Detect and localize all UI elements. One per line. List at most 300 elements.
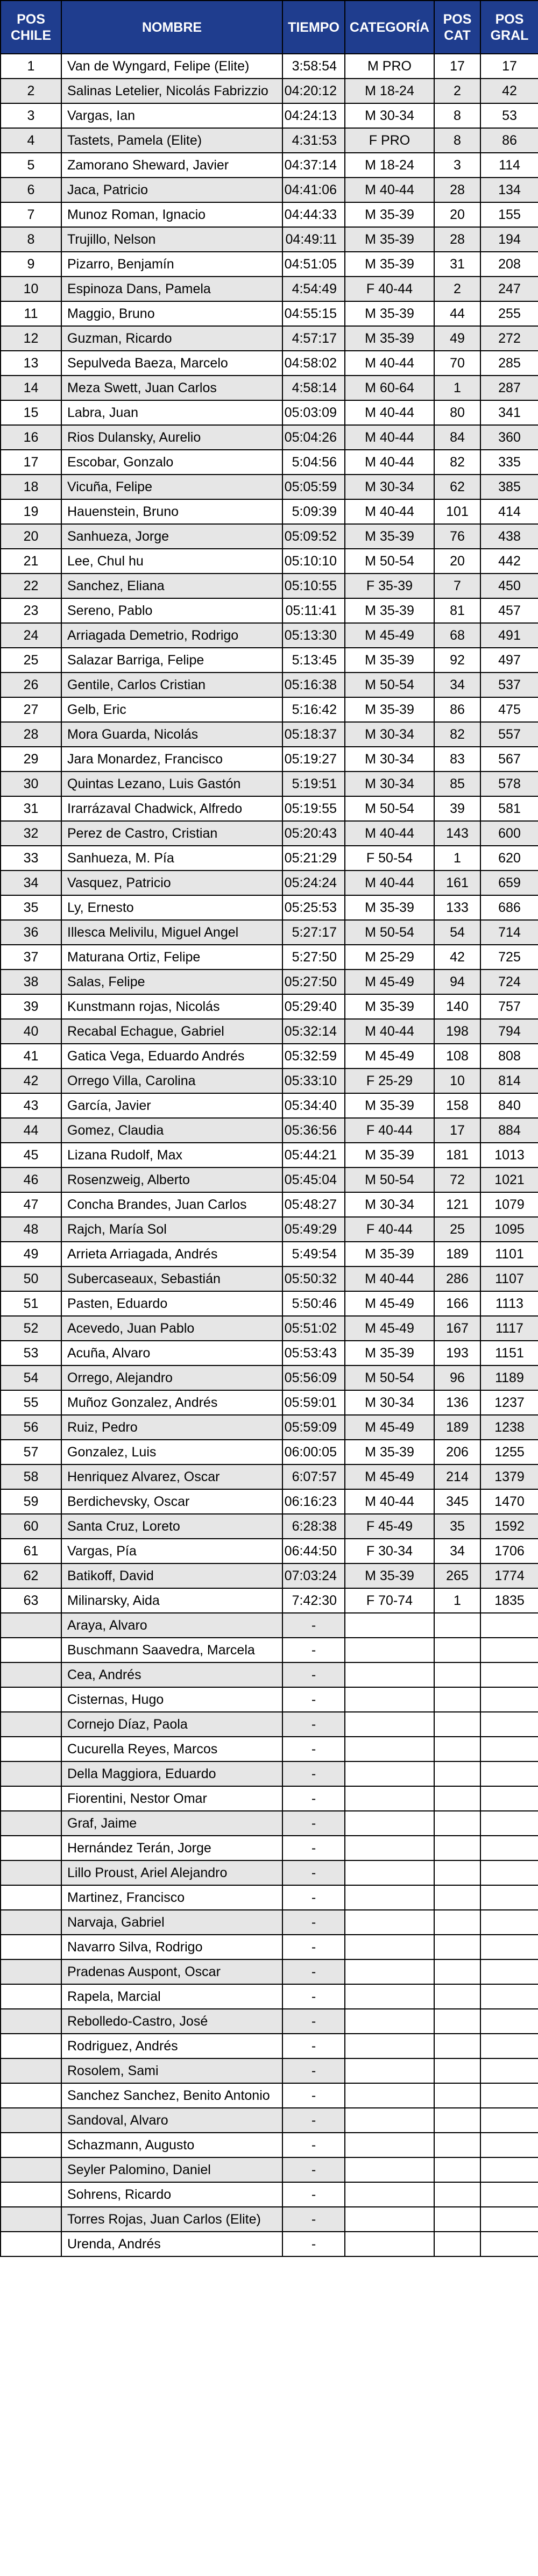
cell-pos-gral: 567 <box>480 747 538 772</box>
cell-pos-cat <box>434 2182 480 2207</box>
cell-categoria: F PRO <box>345 128 434 153</box>
cell-nombre: Fiorentini, Nestor Omar <box>61 1786 282 1811</box>
table-row <box>1 277 538 301</box>
cell-categoria: M 50-54 <box>345 920 434 945</box>
cell-nombre: Labra, Juan <box>61 400 282 425</box>
table-row <box>1 1291 538 1316</box>
table-row <box>1 871 538 895</box>
cell-pos-chile <box>1 2182 61 2207</box>
cell-pos-chile <box>1 2034 61 2058</box>
table-row <box>1 1786 538 1811</box>
cell-nombre: Martinez, Francisco <box>61 1885 282 1910</box>
cell-pos-gral: 725 <box>480 945 538 969</box>
cell-nombre: Ruiz, Pedro <box>61 1415 282 1440</box>
cell-pos-gral: 1079 <box>480 1192 538 1217</box>
cell-pos-gral <box>480 1761 538 1786</box>
cell-nombre: Muñoz Gonzalez, Andrés <box>61 1390 282 1415</box>
table-row <box>1 1638 538 1662</box>
cell-nombre: Sohrens, Ricardo <box>61 2182 282 2207</box>
cell-tiempo: 5:16:42 <box>282 697 345 722</box>
cell-pos-cat: 82 <box>434 450 480 475</box>
cell-nombre: Narvaja, Gabriel <box>61 1910 282 1935</box>
cell-categoria <box>345 2108 434 2133</box>
cell-pos-cat: 2 <box>434 277 480 301</box>
cell-pos-chile: 23 <box>1 598 61 623</box>
cell-tiempo: 5:09:39 <box>282 499 345 524</box>
cell-pos-chile: 43 <box>1 1093 61 1118</box>
cell-nombre: Lizana Rudolf, Max <box>61 1143 282 1167</box>
cell-pos-cat <box>434 1737 480 1761</box>
cell-pos-gral <box>480 1860 538 1885</box>
cell-tiempo: 05:44:21 <box>282 1143 345 1167</box>
cell-tiempo: - <box>282 1638 345 1662</box>
cell-pos-chile <box>1 1662 61 1687</box>
cell-categoria: M 35-39 <box>345 1093 434 1118</box>
cell-pos-gral <box>480 1638 538 1662</box>
cell-pos-gral: 134 <box>480 178 538 202</box>
cell-pos-chile: 21 <box>1 549 61 574</box>
table-row <box>1 227 538 252</box>
cell-tiempo: 05:33:10 <box>282 1068 345 1093</box>
table-row <box>1 376 538 400</box>
cell-pos-gral: 385 <box>480 475 538 499</box>
cell-tiempo: - <box>282 2108 345 2133</box>
cell-pos-gral: 1013 <box>480 1143 538 1167</box>
cell-tiempo: 04:49:11 <box>282 227 345 252</box>
cell-pos-gral <box>480 2058 538 2083</box>
cell-tiempo: 3:58:54 <box>282 54 345 79</box>
cell-pos-chile: 17 <box>1 450 61 475</box>
table-row <box>1 1390 538 1415</box>
cell-nombre: Hauenstein, Bruno <box>61 499 282 524</box>
cell-pos-chile: 16 <box>1 425 61 450</box>
table-row <box>1 2108 538 2133</box>
cell-pos-gral <box>480 1737 538 1761</box>
cell-pos-gral: 335 <box>480 450 538 475</box>
cell-pos-chile <box>1 1737 61 1761</box>
cell-categoria: F 40-44 <box>345 1118 434 1143</box>
cell-nombre: Vargas, Pía <box>61 1539 282 1563</box>
cell-nombre: Pradenas Auspont, Oscar <box>61 1959 282 1984</box>
cell-pos-chile: 13 <box>1 351 61 376</box>
cell-pos-gral <box>480 1613 538 1638</box>
cell-categoria: M 35-39 <box>345 1143 434 1167</box>
cell-tiempo: - <box>282 1737 345 1761</box>
cell-categoria: M 40-44 <box>345 450 434 475</box>
table-row <box>1 1885 538 1910</box>
cell-tiempo: 05:13:30 <box>282 623 345 648</box>
cell-pos-cat <box>434 2108 480 2133</box>
table-row <box>1 1489 538 1514</box>
cell-nombre: Munoz Roman, Ignacio <box>61 202 282 227</box>
cell-pos-cat: 85 <box>434 772 480 796</box>
cell-pos-cat <box>434 1613 480 1638</box>
table-row <box>1 153 538 178</box>
table-row <box>1 1836 538 1860</box>
cell-pos-gral: 475 <box>480 697 538 722</box>
cell-pos-cat <box>434 2133 480 2157</box>
cell-tiempo: 7:42:30 <box>282 1588 345 1613</box>
cell-categoria <box>345 1613 434 1638</box>
cell-pos-cat: 82 <box>434 722 480 747</box>
cell-tiempo: 05:20:43 <box>282 821 345 846</box>
cell-tiempo: 05:09:52 <box>282 524 345 549</box>
cell-pos-gral: 414 <box>480 499 538 524</box>
cell-categoria: M 45-49 <box>345 1415 434 1440</box>
cell-pos-chile: 9 <box>1 252 61 277</box>
cell-tiempo: - <box>282 2207 345 2232</box>
cell-nombre: Lillo Proust, Ariel Alejandro <box>61 1860 282 1885</box>
cell-pos-chile: 38 <box>1 969 61 994</box>
cell-pos-gral: 1774 <box>480 1563 538 1588</box>
cell-tiempo: 04:20:12 <box>282 79 345 103</box>
cell-pos-gral: 557 <box>480 722 538 747</box>
cell-pos-gral: 1379 <box>480 1464 538 1489</box>
cell-pos-cat: 167 <box>434 1316 480 1341</box>
cell-pos-gral: 814 <box>480 1068 538 1093</box>
cell-nombre: Acevedo, Juan Pablo <box>61 1316 282 1341</box>
cell-nombre: Kunstmann rojas, Nicolás <box>61 994 282 1019</box>
cell-pos-chile <box>1 1860 61 1885</box>
table-row <box>1 202 538 227</box>
cell-categoria: M 35-39 <box>345 994 434 1019</box>
table-row <box>1 1910 538 1935</box>
header-pos-chile-line2: CHILE <box>11 27 51 43</box>
table-row <box>1 1118 538 1143</box>
cell-nombre: Graf, Jaime <box>61 1811 282 1836</box>
cell-tiempo: 05:59:09 <box>282 1415 345 1440</box>
cell-categoria: M 50-54 <box>345 1365 434 1390</box>
cell-tiempo: 4:58:14 <box>282 376 345 400</box>
cell-nombre: Arriagada Demetrio, Rodrigo <box>61 623 282 648</box>
cell-categoria <box>345 2207 434 2232</box>
cell-pos-gral: 1592 <box>480 1514 538 1539</box>
cell-categoria: M 40-44 <box>345 400 434 425</box>
cell-pos-chile <box>1 1811 61 1836</box>
cell-tiempo: 06:00:05 <box>282 1440 345 1464</box>
cell-pos-gral <box>480 1959 538 1984</box>
cell-pos-chile: 35 <box>1 895 61 920</box>
table-row <box>1 301 538 326</box>
cell-categoria: M 35-39 <box>345 1563 434 1588</box>
cell-nombre: Araya, Alvaro <box>61 1613 282 1638</box>
cell-pos-gral: 360 <box>480 425 538 450</box>
table-row <box>1 1959 538 1984</box>
cell-tiempo: 4:57:17 <box>282 326 345 351</box>
cell-pos-cat: 68 <box>434 623 480 648</box>
cell-pos-cat: 92 <box>434 648 480 673</box>
cell-pos-cat <box>434 1811 480 1836</box>
cell-pos-gral: 659 <box>480 871 538 895</box>
cell-tiempo: - <box>282 2009 345 2034</box>
cell-categoria: M 35-39 <box>345 326 434 351</box>
cell-tiempo: 5:27:50 <box>282 945 345 969</box>
cell-tiempo: 04:51:05 <box>282 252 345 277</box>
cell-categoria: F 25-29 <box>345 1068 434 1093</box>
cell-tiempo: 05:59:01 <box>282 1390 345 1415</box>
cell-nombre: Tastets, Pamela (Elite) <box>61 128 282 153</box>
cell-nombre: Rajch, María Sol <box>61 1217 282 1242</box>
cell-categoria: M 35-39 <box>345 524 434 549</box>
cell-pos-chile: 27 <box>1 697 61 722</box>
cell-pos-cat: 265 <box>434 1563 480 1588</box>
header-pos-gral <box>480 1 538 54</box>
cell-categoria: M 40-44 <box>345 1019 434 1044</box>
cell-tiempo: 05:18:37 <box>282 722 345 747</box>
cell-categoria: F 30-34 <box>345 1539 434 1563</box>
cell-pos-chile: 6 <box>1 178 61 202</box>
cell-categoria: M 35-39 <box>345 697 434 722</box>
cell-nombre: Arrieta Arriagada, Andrés <box>61 1242 282 1266</box>
table-row <box>1 969 538 994</box>
cell-nombre: Acuña, Alvaro <box>61 1341 282 1365</box>
cell-tiempo: 04:58:02 <box>282 351 345 376</box>
cell-categoria <box>345 1935 434 1959</box>
cell-pos-chile: 15 <box>1 400 61 425</box>
cell-pos-chile: 61 <box>1 1539 61 1563</box>
cell-pos-cat: 54 <box>434 920 480 945</box>
cell-pos-gral <box>480 2182 538 2207</box>
cell-pos-cat <box>434 1761 480 1786</box>
cell-pos-gral: 53 <box>480 103 538 128</box>
table-row <box>1 425 538 450</box>
cell-pos-chile: 39 <box>1 994 61 1019</box>
cell-tiempo: - <box>282 1786 345 1811</box>
cell-pos-chile <box>1 1959 61 1984</box>
table-row <box>1 128 538 153</box>
cell-pos-chile: 1 <box>1 54 61 79</box>
cell-tiempo: 05:27:50 <box>282 969 345 994</box>
cell-pos-cat <box>434 2058 480 2083</box>
cell-nombre: Sanhueza, Jorge <box>61 524 282 549</box>
cell-categoria: F 50-54 <box>345 846 434 871</box>
cell-categoria: M PRO <box>345 54 434 79</box>
cell-categoria <box>345 1836 434 1860</box>
cell-pos-cat: 96 <box>434 1365 480 1390</box>
table-row <box>1 722 538 747</box>
table-row <box>1 1588 538 1613</box>
cell-nombre: Sanchez Sanchez, Benito Antonio <box>61 2083 282 2108</box>
table-row <box>1 1143 538 1167</box>
cell-pos-chile: 12 <box>1 326 61 351</box>
cell-categoria <box>345 1712 434 1737</box>
cell-pos-chile: 14 <box>1 376 61 400</box>
cell-tiempo: - <box>282 2034 345 2058</box>
cell-pos-cat: 345 <box>434 1489 480 1514</box>
cell-pos-gral: 457 <box>480 598 538 623</box>
cell-nombre: Vicuña, Felipe <box>61 475 282 499</box>
table-row <box>1 2157 538 2182</box>
cell-nombre: Gelb, Eric <box>61 697 282 722</box>
cell-pos-cat: 20 <box>434 549 480 574</box>
cell-tiempo: - <box>282 2058 345 2083</box>
cell-pos-cat: 81 <box>434 598 480 623</box>
cell-nombre: Rodriguez, Andrés <box>61 2034 282 2058</box>
cell-pos-gral: 600 <box>480 821 538 846</box>
header-pos-gral-line1: POS <box>495 11 524 27</box>
cell-pos-gral: 247 <box>480 277 538 301</box>
cell-pos-gral: 1113 <box>480 1291 538 1316</box>
cell-pos-gral <box>480 1836 538 1860</box>
cell-pos-chile: 44 <box>1 1118 61 1143</box>
cell-pos-gral <box>480 2009 538 2034</box>
cell-categoria: M 45-49 <box>345 1044 434 1068</box>
cell-categoria: F 35-39 <box>345 574 434 598</box>
table-row <box>1 1019 538 1044</box>
cell-nombre: Salas, Felipe <box>61 969 282 994</box>
cell-categoria: M 40-44 <box>345 178 434 202</box>
cell-pos-chile <box>1 2058 61 2083</box>
table-row <box>1 2058 538 2083</box>
cell-nombre: Cornejo Díaz, Paola <box>61 1712 282 1737</box>
cell-nombre: Rosenzweig, Alberto <box>61 1167 282 1192</box>
table-row <box>1 2182 538 2207</box>
cell-categoria: M 40-44 <box>345 821 434 846</box>
cell-tiempo: 05:51:02 <box>282 1316 345 1341</box>
cell-tiempo: 05:29:40 <box>282 994 345 1019</box>
cell-nombre: Della Maggiora, Eduardo <box>61 1761 282 1786</box>
cell-pos-gral: 1101 <box>480 1242 538 1266</box>
cell-pos-cat <box>434 1910 480 1935</box>
cell-pos-gral: 114 <box>480 153 538 178</box>
cell-pos-chile <box>1 1613 61 1638</box>
cell-pos-chile: 47 <box>1 1192 61 1217</box>
cell-pos-cat: 17 <box>434 54 480 79</box>
cell-tiempo: - <box>282 1935 345 1959</box>
cell-pos-cat: 1 <box>434 376 480 400</box>
cell-pos-cat: 84 <box>434 425 480 450</box>
cell-nombre: García, Javier <box>61 1093 282 1118</box>
cell-pos-chile: 22 <box>1 574 61 598</box>
cell-nombre: Van de Wyngard, Felipe (Elite) <box>61 54 282 79</box>
cell-pos-gral <box>480 1712 538 1737</box>
cell-pos-cat: 70 <box>434 351 480 376</box>
cell-categoria: F 45-49 <box>345 1514 434 1539</box>
cell-nombre: Espinoza Dans, Pamela <box>61 277 282 301</box>
cell-categoria: M 40-44 <box>345 1489 434 1514</box>
cell-tiempo: - <box>282 1984 345 2009</box>
cell-categoria <box>345 1761 434 1786</box>
cell-nombre: Henriquez Alvarez, Oscar <box>61 1464 282 1489</box>
cell-categoria: M 40-44 <box>345 499 434 524</box>
cell-pos-chile: 29 <box>1 747 61 772</box>
cell-pos-gral: 194 <box>480 227 538 252</box>
cell-nombre: Berdichevsky, Oscar <box>61 1489 282 1514</box>
cell-pos-gral <box>480 1662 538 1687</box>
table-row <box>1 1737 538 1761</box>
cell-pos-cat: 133 <box>434 895 480 920</box>
cell-nombre: Irarrázaval Chadwick, Alfredo <box>61 796 282 821</box>
cell-pos-cat <box>434 2083 480 2108</box>
cell-tiempo: 6:28:38 <box>282 1514 345 1539</box>
cell-nombre: Cea, Andrés <box>61 1662 282 1687</box>
cell-tiempo: - <box>282 1860 345 1885</box>
table-row <box>1 103 538 128</box>
table-row <box>1 1440 538 1464</box>
cell-pos-gral: 272 <box>480 326 538 351</box>
cell-categoria <box>345 1984 434 2009</box>
table-row <box>1 79 538 103</box>
table-row <box>1 400 538 425</box>
cell-nombre: Maturana Ortiz, Felipe <box>61 945 282 969</box>
cell-categoria: M 35-39 <box>345 202 434 227</box>
cell-tiempo: - <box>282 2182 345 2207</box>
cell-tiempo: 04:44:33 <box>282 202 345 227</box>
table-row <box>1 1167 538 1192</box>
cell-pos-gral <box>480 1885 538 1910</box>
cell-tiempo: - <box>282 2083 345 2108</box>
cell-pos-cat: 158 <box>434 1093 480 1118</box>
table-row <box>1 994 538 1019</box>
cell-pos-gral <box>480 2083 538 2108</box>
cell-pos-chile: 40 <box>1 1019 61 1044</box>
cell-pos-cat: 1 <box>434 846 480 871</box>
cell-tiempo: - <box>282 1662 345 1687</box>
table-row <box>1 1044 538 1068</box>
cell-pos-chile <box>1 1761 61 1786</box>
cell-tiempo: 05:56:09 <box>282 1365 345 1390</box>
cell-pos-chile: 56 <box>1 1415 61 1440</box>
cell-pos-gral: 808 <box>480 1044 538 1068</box>
cell-tiempo: 05:48:27 <box>282 1192 345 1217</box>
table-row <box>1 1192 538 1217</box>
cell-categoria <box>345 1959 434 1984</box>
cell-pos-chile: 25 <box>1 648 61 673</box>
cell-categoria: M 45-49 <box>345 1316 434 1341</box>
cell-pos-cat: 143 <box>434 821 480 846</box>
cell-pos-chile: 53 <box>1 1341 61 1365</box>
table-row <box>1 1093 538 1118</box>
cell-nombre: Batikoff, David <box>61 1563 282 1588</box>
cell-pos-gral: 1470 <box>480 1489 538 1514</box>
cell-tiempo: - <box>282 2133 345 2157</box>
cell-pos-cat: 206 <box>434 1440 480 1464</box>
cell-nombre: Orrego Villa, Carolina <box>61 1068 282 1093</box>
cell-pos-chile: 51 <box>1 1291 61 1316</box>
table-row <box>1 598 538 623</box>
table-row <box>1 524 538 549</box>
table-row <box>1 945 538 969</box>
cell-pos-cat: 49 <box>434 326 480 351</box>
cell-categoria <box>345 2009 434 2034</box>
cell-categoria <box>345 2058 434 2083</box>
cell-tiempo: 07:03:24 <box>282 1563 345 1588</box>
table-row <box>1 648 538 673</box>
cell-nombre: Cucurella Reyes, Marcos <box>61 1737 282 1761</box>
cell-nombre: Rebolledo-Castro, José <box>61 2009 282 2034</box>
cell-pos-cat <box>434 1836 480 1860</box>
table-row <box>1 1687 538 1712</box>
table-row <box>1 920 538 945</box>
cell-pos-chile: 52 <box>1 1316 61 1341</box>
cell-categoria: M 50-54 <box>345 1167 434 1192</box>
cell-pos-chile: 46 <box>1 1167 61 1192</box>
cell-pos-gral <box>480 2232 538 2256</box>
cell-nombre: Gatica Vega, Eduardo Andrés <box>61 1044 282 1068</box>
cell-pos-cat: 161 <box>434 871 480 895</box>
cell-tiempo: - <box>282 2157 345 2182</box>
cell-pos-chile <box>1 2157 61 2182</box>
cell-tiempo: - <box>282 1613 345 1638</box>
cell-pos-chile: 11 <box>1 301 61 326</box>
cell-pos-gral: 341 <box>480 400 538 425</box>
cell-nombre: Perez de Castro, Cristian <box>61 821 282 846</box>
cell-categoria: M 30-34 <box>345 722 434 747</box>
table-row <box>1 1514 538 1539</box>
cell-categoria: F 40-44 <box>345 1217 434 1242</box>
cell-pos-gral: 1117 <box>480 1316 538 1341</box>
table-row <box>1 1068 538 1093</box>
